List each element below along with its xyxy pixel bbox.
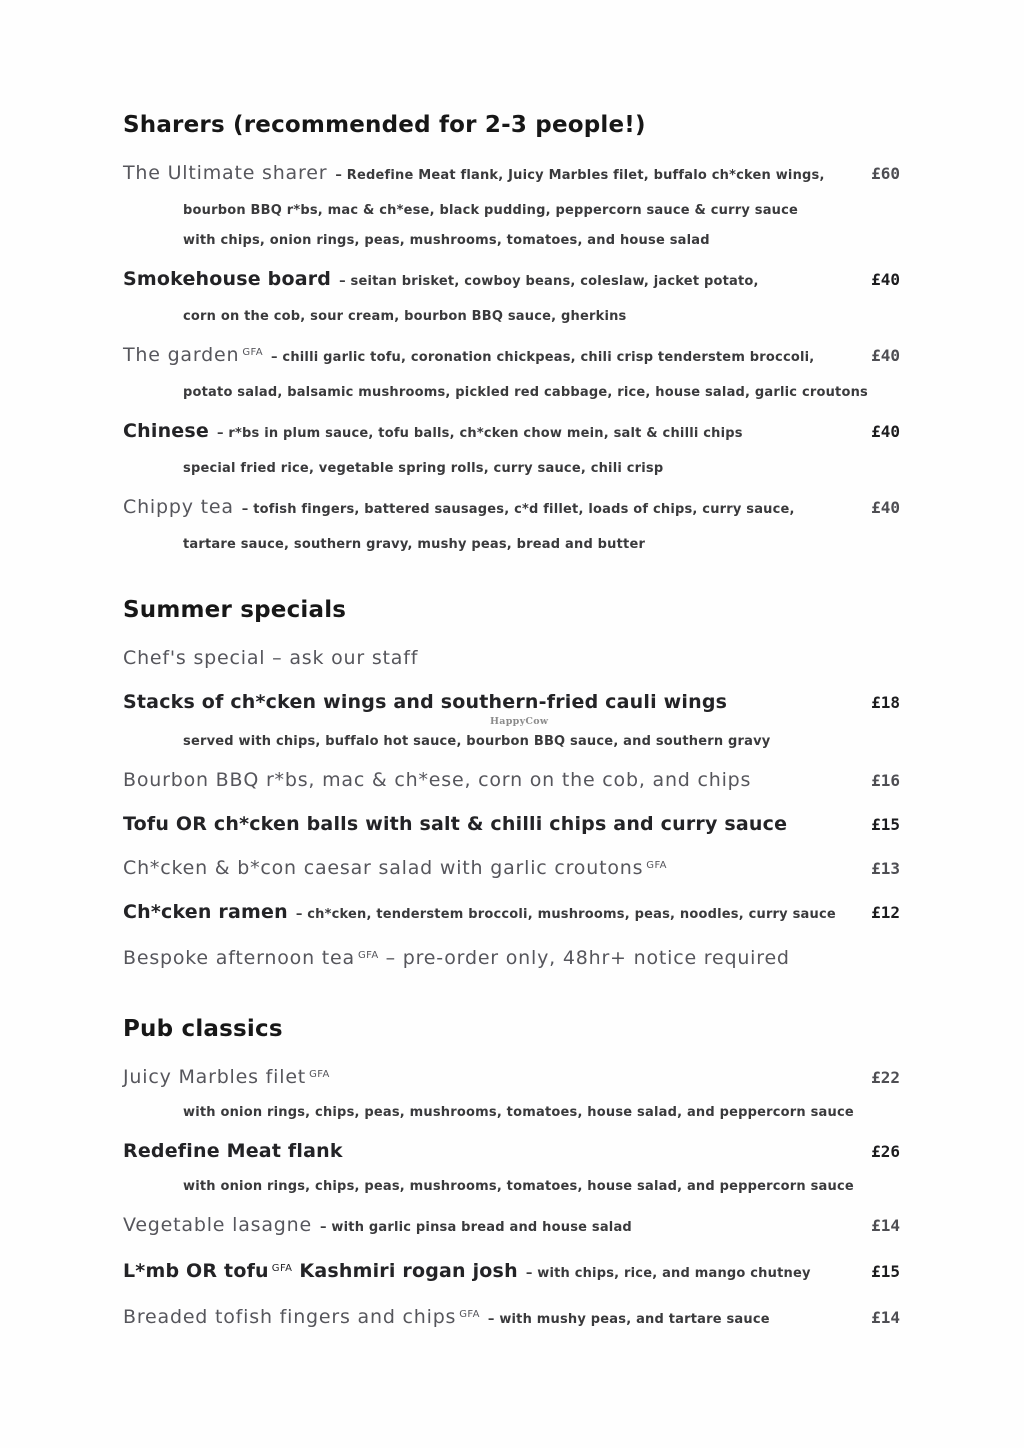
item-inline-description: – Redefine Meat flank, Juicy Marbles filet, buffalo ch*cken wings,	[335, 168, 825, 183]
item-name-group	[123, 811, 855, 838]
item-description-line: tartare sauce, southern gravy, mushy peas, bread and butter	[183, 537, 646, 552]
item-name-group	[123, 1212, 855, 1241]
menu-item-row	[123, 342, 900, 371]
item-name: L*mb OR tofu	[123, 1260, 269, 1282]
item-name-group	[123, 945, 900, 972]
gfa-superscript: GFA	[459, 1308, 480, 1320]
item-name: Redefine Meat flank	[123, 1140, 343, 1162]
item-inline-description: – seitan brisket, cowboy beans, coleslaw, jacket potato,	[339, 274, 759, 289]
item-name: Chef's special – ask our staff	[123, 647, 419, 669]
item-price: £26	[871, 1142, 900, 1161]
item-name-group	[123, 1138, 855, 1165]
menu-item	[123, 342, 900, 401]
item-price: £12	[871, 903, 900, 922]
menu-item-row	[123, 899, 900, 928]
item-description-line: bourbon BBQ r*bs, mac & ch*ese, black pudding, peppercorn sauce & curry sauce	[183, 203, 799, 218]
menu-section	[123, 112, 900, 553]
item-name-group	[123, 494, 855, 523]
happycow-watermark: HappyCow	[490, 716, 549, 727]
item-price: £40	[871, 270, 900, 289]
item-price: £40	[871, 346, 900, 365]
item-inline-description: – chilli garlic tofu, coronation chickpeas, chili crisp tenderstem broccoli,	[270, 350, 815, 365]
gfa-superscript: GFA	[646, 859, 667, 871]
item-description-line: with onion rings, chips, peas, mushrooms, tomatoes, house salad, and peppercorn sauce	[183, 1105, 854, 1120]
menu-item-row	[123, 1304, 900, 1333]
menu-item-row	[123, 160, 900, 189]
menu-section	[123, 1016, 900, 1333]
gfa-superscript: GFA	[357, 949, 379, 961]
section-heading: Pub classics	[123, 1016, 283, 1042]
item-name: Vegetable lasagne	[123, 1214, 312, 1236]
menu-item	[123, 811, 900, 838]
gfa-superscript: GFA	[242, 346, 263, 358]
item-name: The Ultimate sharer	[123, 162, 328, 184]
menu-section	[123, 597, 900, 972]
gfa-superscript: GFA	[271, 1262, 293, 1274]
section-heading: Summer specials	[123, 597, 347, 623]
menu-item	[123, 689, 900, 750]
item-inline-description: – with mushy peas, and tartare sauce	[487, 1312, 770, 1327]
item-name-group	[123, 855, 855, 882]
item-name-group	[123, 342, 855, 371]
item-description-line: with onion rings, chips, peas, mushrooms, tomatoes, house salad, and peppercorn sauce	[183, 1179, 854, 1194]
item-name: Bourbon BBQ r*bs, mac & ch*ese, corn on the cob, and chips	[123, 769, 752, 791]
menu-item-row	[123, 1212, 900, 1241]
item-name-group	[123, 160, 855, 189]
menu-item-row	[123, 767, 900, 794]
item-price: £14	[871, 1308, 900, 1327]
item-name-group	[123, 767, 855, 794]
menu-item	[123, 645, 900, 672]
menu-item-row	[123, 645, 900, 672]
item-price: £22	[871, 1068, 900, 1087]
item-name: Chippy tea	[123, 496, 234, 518]
item-name-continued: Kashmiri rogan josh	[299, 1260, 518, 1282]
menu-item	[123, 767, 900, 794]
item-description-line: special fried rice, vegetable spring rolls, curry sauce, chili crisp	[183, 461, 664, 476]
item-description-line: corn on the cob, sour cream, bourbon BBQ sauce, gherkins	[183, 309, 627, 324]
item-name-tail: – pre-order only, 48hr+ notice required	[385, 947, 790, 969]
menu-item	[123, 855, 900, 882]
menu-item	[123, 494, 900, 553]
item-name-group	[123, 645, 900, 672]
item-price: £60	[871, 164, 900, 183]
menu-item-row	[123, 494, 900, 523]
menu-item	[123, 1138, 900, 1195]
item-inline-description: – with garlic pinsa bread and house salad	[319, 1220, 632, 1235]
menu-item-row	[123, 418, 900, 447]
item-name-group	[123, 899, 855, 928]
item-name: Bespoke afternoon tea	[123, 947, 355, 969]
menu-item-row	[123, 1138, 900, 1165]
menu-item-row	[123, 1064, 900, 1091]
item-price: £40	[871, 498, 900, 517]
item-name: Juicy Marbles filet	[123, 1066, 307, 1088]
item-price: £15	[871, 815, 900, 834]
menu-item-row	[123, 266, 900, 295]
menu-item-row	[123, 1258, 900, 1287]
menu-item-row	[123, 689, 900, 716]
menu-item	[123, 160, 900, 249]
item-price: £40	[871, 422, 900, 441]
menu-item	[123, 1212, 900, 1241]
item-name-group	[123, 1258, 855, 1287]
item-description-line: with chips, onion rings, peas, mushrooms, tomatoes, and house salad	[183, 233, 710, 248]
item-name: Ch*cken ramen	[123, 901, 288, 923]
item-name: Smokehouse board	[123, 268, 332, 290]
item-price: £18	[871, 693, 900, 712]
item-description-line: served with chips, buffalo hot sauce, bourbon BBQ sauce, and southern gravy	[183, 734, 771, 749]
item-name: Stacks of ch*cken wings and southern-fried cauli wings	[123, 691, 728, 713]
menu-item-row	[123, 945, 900, 972]
item-name-group	[123, 1064, 855, 1091]
item-name-group	[123, 689, 855, 716]
menu-item	[123, 1258, 900, 1287]
item-name: Breaded tofish fingers and chips	[123, 1306, 457, 1328]
menu-item	[123, 899, 900, 928]
menu-item-row	[123, 811, 900, 838]
menu-item-row	[123, 855, 900, 882]
item-inline-description: – ch*cken, tenderstem broccoli, mushrooms, peas, noodles, curry sauce	[295, 907, 836, 922]
item-name: The garden	[123, 344, 240, 366]
menu-item	[123, 266, 900, 325]
menu-item	[123, 1064, 900, 1121]
item-name-group	[123, 266, 855, 295]
item-name: Ch*cken & b*con caesar salad with garlic croutons	[123, 857, 644, 879]
item-price: £15	[871, 1262, 900, 1281]
item-price: £14	[871, 1216, 900, 1235]
item-inline-description: – with chips, rice, and mango chutney	[525, 1266, 811, 1281]
item-inline-description: – tofish fingers, battered sausages, c*d fillet, loads of chips, curry sauce,	[241, 502, 795, 517]
item-price: £16	[871, 771, 900, 790]
item-description-line: potato salad, balsamic mushrooms, pickled red cabbage, rice, house salad, garlic croutons	[183, 385, 868, 400]
menu-item	[123, 945, 900, 972]
item-name-group	[123, 418, 855, 447]
item-price: £13	[871, 859, 900, 878]
menu-item	[123, 1304, 900, 1333]
section-heading: Sharers (recommended for 2-3 people!)	[123, 112, 646, 138]
gfa-superscript: GFA	[309, 1068, 330, 1080]
item-name-group	[123, 1304, 855, 1333]
item-inline-description: – r*bs in plum sauce, tofu balls, ch*cken chow mein, salt & chilli chips	[217, 426, 743, 441]
item-name: Chinese	[123, 420, 209, 442]
item-name: Tofu OR ch*cken balls with salt & chilli chips and curry sauce	[123, 813, 788, 835]
menu-item	[123, 418, 900, 477]
